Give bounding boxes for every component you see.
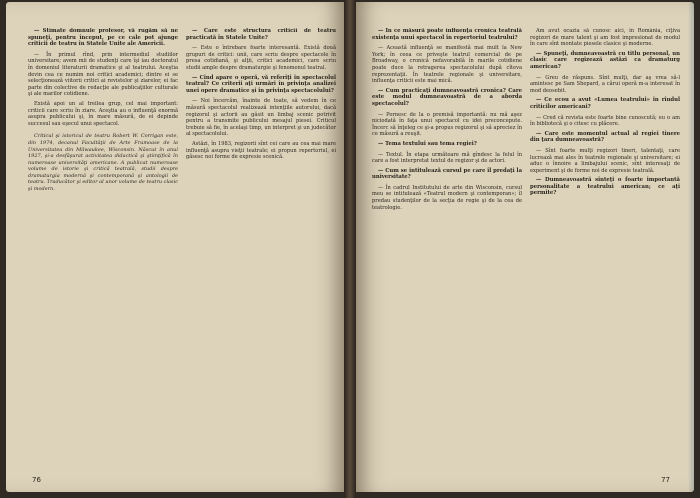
question-7: — Cum se intitulează cursul pe care îl predaţi la universitate? (372, 167, 522, 181)
answer-paragraph: — Noi încercăm, înainte de toate, să vedem în ce măsură spectacolul realizează intenţiile autorului, dacă regizorul şi actorii au găsit un limbaj scenic potrivit pentru a transmite publicului mesajul piesei. Criticul trebuie să fie, în acelaşi timp, un interpret şi un judecător al spectacolului. (186, 98, 336, 138)
question-8: — Spuneţi, dumneavoastră cu titlu personal, un clasic care regizează astăzi ca dramaturg american? (530, 50, 680, 70)
answer-paragraph: — Această influenţă se manifestă mai mult la New York; în ceea ce priveşte teatrul comercial de pe Broadway, o cronică nefavorabilă în marile cotidiene poate duce la retragerea spectacolului după cîteva reprezentaţii. În teatrele regionale şi universitare, influenţa criticii este mai mică. (372, 45, 522, 85)
page-edge-tint (688, 2, 694, 492)
question-4: — În ce măsură poate influenţa cronica teatrală existenţa unui spectacol în repertoriul teatrului? (372, 28, 522, 41)
left-page (6, 2, 344, 492)
question-10: — Care este momentul actual al regiei tinere din ţara dumneavoastră? (530, 130, 680, 144)
question-9: — Ce ecou a avut «Lumea teatrului» în rîndul criticilor americani? (530, 97, 680, 110)
left-column-1 (28, 28, 178, 470)
right-column-1 (372, 28, 522, 470)
left-column-2 (186, 28, 336, 470)
answer-paragraph: — Pornesc de la o premisă importantă: nu mă aşez niciodată în faţa unui spectacol cu idei preconcepute. Încerc să înţeleg ce şi-a propus regizorul şi să apreciez în ce măsură a reuşit. (372, 111, 522, 138)
question-3: — Cînd apare o operă, vă referiţi în spectacolul teatral? Ce criterii aţi urmări în privinţa analizei unei opere dramatice şi în privinţa spectacolului? (186, 74, 336, 94)
page-number-left: 76 (32, 476, 41, 484)
answer-paragraph: Am avut ocazia să cunosc aici, în România, cîţiva regizori de mare talent şi am fost impresionat de modul în care sînt montate piesele clasice şi moderne. (530, 28, 680, 48)
answer-paragraph: — Sînt foarte mulţi regizori tineri, talentaţi, care lucrează mai ales în teatrele regionale şi universitare; ei aduc o înnoire a limbajului scenic, sînt interesaţi de experiment şi de forme noi de expresie teatrală. (530, 147, 680, 174)
answer-paragraph: Există apoi un al treilea grup, cel mai important: criticii care scriu în ziare. Aceştia au o influenţă enormă asupra publicului şi, în mare măsură, de ei depinde succesul sau eşecul unui spectacol. (28, 100, 178, 127)
answer-paragraph: — În primul rînd, prin intermediul studiilor universitare; avem mii de studenţi care îşi iau doctoratul în domeniul literaturii dramatice şi al teatrului. Aceştia devin cea ce numim noi critici academici; dintre ei se selecţionează viitorii critici ai revistelor şi ziarelor, ei fac parte din colective de redacţie ale publicaţiilor culturale şi ale marilor cotidiene. (28, 51, 178, 98)
answer-paragraph: — Cred că revista este foarte bine cunoscută; eu o am în bibliotecă şi o citesc cu plăcere. (530, 114, 680, 128)
question-1: — Stimate domnule profesor, vă rugăm să ne spuneţi, pentru început, pe ce cale pot ajunge criticii de teatru în Statele Unite ale Americii. (28, 28, 178, 48)
answer-paragraph: — Greu de răspuns. Sînt mulţi, dar aş vrea să-l amintesc pe Sam Shepard, a cărui operă m-a interesat în mod deosebit. (530, 74, 680, 94)
page-number-right: 77 (661, 476, 670, 484)
question-6: — Tema textului sau tema regiei? (378, 140, 477, 147)
author-caption: Criticul şi istoricul de teatru Robert W. Corrigan este, din 1974, decanul Facultăţii de Arte Frumoase de la Universitatea din Milwaukee, Wisconsin. Născut în anul 1927, şi-a desfăşurat activitatea didactică şi ştiinţifică în numeroase universităţi americane. A publicat numeroase volume de istorie şi critică teatrală, studii despre dramaturgia modernă şi contemporană şi antologii de teatru. Traducător şi editor al unor volume de teatru clasic şi modern. (28, 133, 178, 193)
answer-paragraph: Astăzi, în 1983, regizorii sînt cei care au cea mai mare influenţă asupra vieţii teatrale; ei propun repertoriul, ei găsesc noi forme de expresie scenică. (186, 140, 336, 161)
question-5: — Cum practicaţi dumneavoastră cronica? Care este modul dumneavoastră de a aborda spectacolul? (372, 87, 522, 107)
right-column-2 (530, 28, 680, 470)
right-page (356, 2, 694, 492)
book-gutter (344, 0, 356, 498)
question-11: — Dumneavoastră sînteţi o foarte importantă personalitate a teatrului american; ce aţi permite? (530, 177, 680, 197)
question-2: — Care este structura criticii de teatru practicată în Statele Unite? (186, 28, 336, 41)
answer-paragraph: — În cadrul Institutului de arte din Wisconsin, cursul meu se intitulează «Teatrul modern şi contemporan»; îl predau studenţilor de la secţia de regie şi de la cea de teatrologie. (372, 184, 522, 211)
answer-paragraph: — Este o întrebare foarte interesantă. Există două grupuri de critici: unii, care scriu despre spectacole în presa cotidiană, şi alţii, critici academici, care scriu studii ample despre dramaturgie şi fenomenul teatral. (186, 45, 336, 71)
answer-paragraph: — Textul. În etapa următoare mă gîndesc la felul în care a fost interpretat textul de regizor şi de actori. (372, 151, 522, 165)
